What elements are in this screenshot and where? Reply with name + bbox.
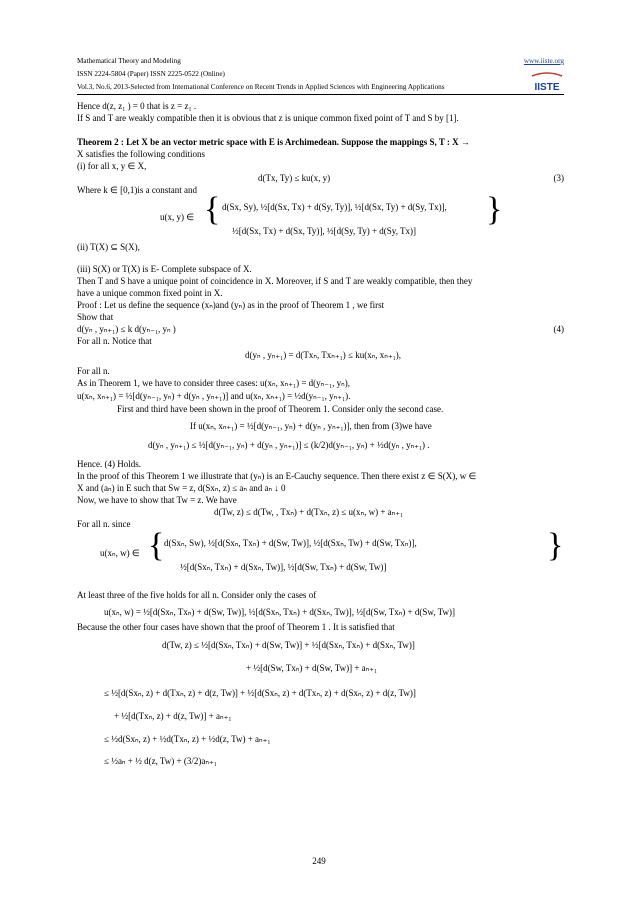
text-line: Because the other four cases have shown that the proof of Theorem 1 . It is satisfied that [77, 622, 395, 632]
equation-3: d(Tx, Ty) ≤ ku(x, y) [258, 173, 331, 183]
proof-heading: Proof : Let us define the sequence (xₙ)and (yₙ) as in the proof of Theorem 1 , we first [77, 300, 385, 310]
text-line: X satisfies the following conditions [77, 149, 205, 159]
text-line: Where k ∈ [0,1)is a constant and [77, 185, 198, 195]
text-line: u(xₙ, xₙ₊₁) = ½[d(yₙ₋₁, yₙ) + d(yₙ , yₙ₊₁)] and u(xₙ, xₙ₊₁) = ½d(yₙ₋₁, yₙ₊₁). [77, 391, 351, 401]
left-brace: { [204, 191, 221, 228]
header-journal: Mathematical Theory and Modeling [77, 57, 181, 65]
equation: d(yₙ , yₙ₊₁) ≤ ½[d(yₙ₋₁, yₙ) + d(yₙ , yₙ₊₁)] ≤ (k/2)d(yₙ₋₁, yₙ) + ½d(yₙ , yₙ₊₁) . [148, 440, 430, 450]
text-line: First and third have been shown in the proof of Theorem 1. Consider only the second case. [117, 404, 444, 414]
text-line: d(yₙ , yₙ₊₁) ≤ k d(yₙ₋₁, yₙ ) [77, 324, 176, 334]
text-line: For all n. since [77, 519, 131, 529]
page-number: 249 [312, 856, 326, 866]
text-line: (i) for all x, y ∈ X, [77, 161, 147, 171]
text-line: For all n. Notice that [77, 336, 152, 346]
equation: + ½[d(Txₙ, z) + d(z, Tw)] + aₙ₊₁ [114, 711, 232, 721]
equation-number: (4) [553, 324, 564, 334]
equation: ≤ ½aₙ + ½ d(z, Tw) + (3/2)aₙ₊₁ [104, 756, 217, 766]
right-brace: } [486, 191, 503, 228]
text-line: For all n. [77, 366, 110, 376]
text-line: Show that [77, 312, 114, 322]
text-line: (ii) T(X) ⊆ S(X), [77, 242, 140, 252]
text-line: Hence d(z, z₁ ) = 0 that is z = z₁ . [77, 101, 197, 111]
right-brace: } [547, 527, 564, 564]
header-rule [77, 94, 564, 95]
left-brace: { [148, 527, 165, 564]
equation: u(xₙ, w) = ½[d(Sxₙ, Txₙ) + d(Sw, Tw)], ½[d(Sxₙ, Txₙ) + d(Sxₙ, Tw)], ½[d(Sw, Txₙ) + d(Sw, Tw)] [104, 607, 455, 617]
text-line: Then T and S have a unique point of coincidence in X. Moreover, if S and T are weakly compatible, then they [77, 276, 473, 286]
equation: d(Tw, z) ≤ d(Tw, , Txₙ) + d(Txₙ, z) ≤ u(xₙ, w) + aₙ₊₁ [214, 507, 404, 517]
text-line: As in Theorem 1, we have to consider three cases: u(xₙ, xₙ₊₁) = d(yₙ₋₁, yₙ), [77, 378, 350, 388]
equation: If u(xₙ, xₙ₊₁) = ½[d(yₙ₋₁, yₙ) + d(yₙ , yₙ₊₁)], then from (3)we have [190, 421, 432, 431]
set-row: ½[d(Sxₙ, Txₙ) + d(Sxₙ, Tw)], ½[d(Sw, Txₙ) + d(Sw, Tw)] [180, 562, 387, 572]
text-line: (iii) S(X) or T(X) is E- Complete subspace of X. [77, 264, 252, 274]
equation: ≤ ½d(Sxₙ, z) + ½d(Txₙ, z) + ½d(z, Tw) + aₙ₊₁ [104, 734, 271, 744]
text-line: X and (aₙ) in E such that Sw = z, d(Sxₙ, z) ≤ aₙ and aₙ ↓ 0 [77, 483, 286, 493]
set-row: ½[d(Sx, Tx) + d(Sx, Ty)], ½[d(Sy, Ty) + d(Sy, Tx)] [232, 226, 417, 236]
text-line: If S and T are weakly compatible then it is obvious that z is unique common fixed point of T and S by [1]. [77, 113, 459, 123]
set-label: u(x, y) ∈ [160, 212, 195, 222]
equation-number: (3) [553, 173, 564, 183]
text-line: Now, we have to show that Tw = z. We have [77, 495, 237, 505]
equation: d(yₙ , yₙ₊₁) = d(Txₙ, Txₙ₊₁) ≤ ku(xₙ, xₙ₊₁), [245, 350, 402, 360]
theorem-heading: Theorem 2 : Let X be an vector metric space with E is Archimedean. Suppose the mappings S, T : X → [77, 137, 470, 147]
text-line: At least three of the five holds for all n. Consider only the cases of [77, 590, 317, 600]
equation: + ½[d(Sw, Txₙ) + d(Sw, Tw)] + aₙ₊₁ [246, 663, 378, 673]
journal-url-link[interactable]: www.iiste.org [523, 57, 564, 65]
svg-text:IISTE: IISTE [534, 82, 560, 93]
header-volume: Vol.3, No.6, 2013-Selected from International Conference on Recent Trends in Applied Sciences with Engineering Applications [77, 83, 445, 91]
text-line: In the proof of this Theorem 1 we illustrate that (yₙ) is an E-Cauchy sequence. Then there exist z ∈ S(X), w ∈ [77, 471, 477, 481]
set-label: u(xₙ, w) ∈ [100, 548, 140, 558]
text-line: Hence. (4) Holds. [77, 459, 141, 469]
equation: d(Tw, z) ≤ ½[d(Sxₙ, Txₙ) + d(Sw, Tw)] + ½[d(Sxₙ, Txₙ) + d(Sxₙ, Tw)] [162, 640, 415, 650]
set-row: d(Sx, Sy), ½[d(Sx, Tx) + d(Sy, Ty)], ½[d(Sx, Ty) + d(Sy, Tx)], [222, 202, 447, 212]
text-line: have a unique common fixed point in X. [77, 288, 223, 298]
equation: ≤ ½[d(Sxₙ, z) + d(Txₙ, z) + d(z, Tw)] + ½[d(Sxₙ, z) + d(Txₙ, z) + d(Sxₙ, z) + d(z, Tw)] [104, 688, 416, 698]
set-row: d(Sxₙ, Sw), ½[d(Sxₙ, Txₙ) + d(Sw, Tw)], ½[d(Sxₙ, Tw) + d(Sw, Txₙ)], [164, 538, 417, 548]
header-issn: ISSN 2224-5804 (Paper) ISSN 2225-0522 (Online) [77, 70, 225, 78]
